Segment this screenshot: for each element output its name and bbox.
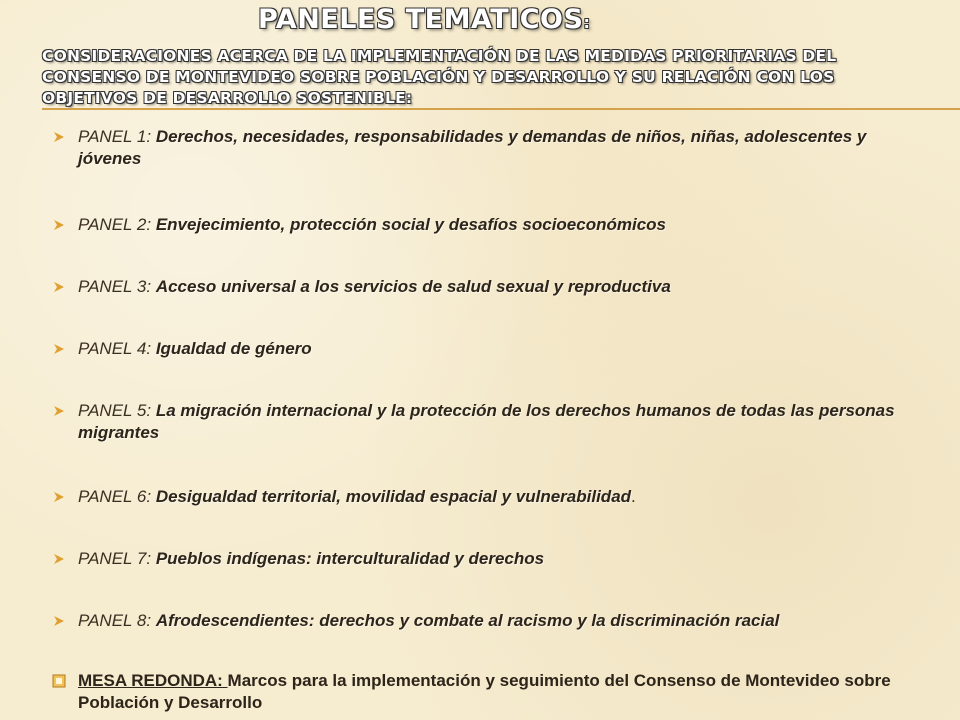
page-title: PANELES TEMATICOS: <box>258 4 591 35</box>
panel-topic: Igualdad de género <box>155 339 312 358</box>
panel-topic: Desigualdad territorial, movilidad espacial y vulnerabilidad <box>155 487 632 506</box>
arrow-bullet-icon <box>52 490 66 504</box>
arrow-bullet-icon <box>52 130 66 144</box>
panel-topic: Pueblos indígenas: interculturalidad y derechos <box>155 549 545 568</box>
panel-topic: La migración internacional y la protección de los derechos humanos de todas las personas migrantes <box>78 401 895 442</box>
arrow-bullet-icon <box>52 280 66 294</box>
panel-topic: Envejecimiento, protección social y desafíos socioeconómicos <box>155 215 666 234</box>
panel-topic: Afrodescendientes: derechos y combate al racismo y la discriminación racial <box>155 611 780 630</box>
panel-label: PANEL 5: <box>78 401 152 420</box>
square-bullet-icon <box>52 674 66 688</box>
panel-label: PANEL 2: <box>78 215 152 234</box>
arrow-bullet-icon <box>52 614 66 628</box>
mesa-topic: Marcos para la implementación y seguimiento del Consenso de Montevideo sobre Población y Desarrollo <box>78 671 891 712</box>
title-divider <box>42 108 960 110</box>
page-subtitle: CONSIDERACIONES ACERCA DE LA IMPLEMENTACIÓN DE LAS MEDIDAS PRIORITARIAS DEL CONSENSO DE MONTEVIDEO SOBRE POBLACIÓN Y DESARROLLO Y SU RELACIÓN CON LOS OBJETIVOS DE DESARROLLO SOSTENIBLE: <box>42 47 837 107</box>
panel-topic: Acceso universal a los servicios de salud sexual y reproductiva <box>155 277 671 296</box>
mesa-label: MESA REDONDA: <box>78 671 228 690</box>
arrow-bullet-icon <box>52 342 66 356</box>
arrow-bullet-icon <box>52 552 66 566</box>
panel-topic: Derechos, necesidades, responsabilidades y demandas de niños, niñas, adolescentes y jóvenes <box>78 127 867 168</box>
panel-label: PANEL 3: <box>78 277 152 296</box>
panel-label: PANEL 1: <box>78 127 152 146</box>
panel-label: PANEL 4: <box>78 339 152 358</box>
panel-label: PANEL 7: <box>78 549 152 568</box>
arrow-bullet-icon <box>52 404 66 418</box>
panel-label: PANEL 6: <box>78 487 152 506</box>
arrow-bullet-icon <box>52 218 66 232</box>
panel-label: PANEL 8: <box>78 611 152 630</box>
panel-suffix: . <box>631 487 636 506</box>
